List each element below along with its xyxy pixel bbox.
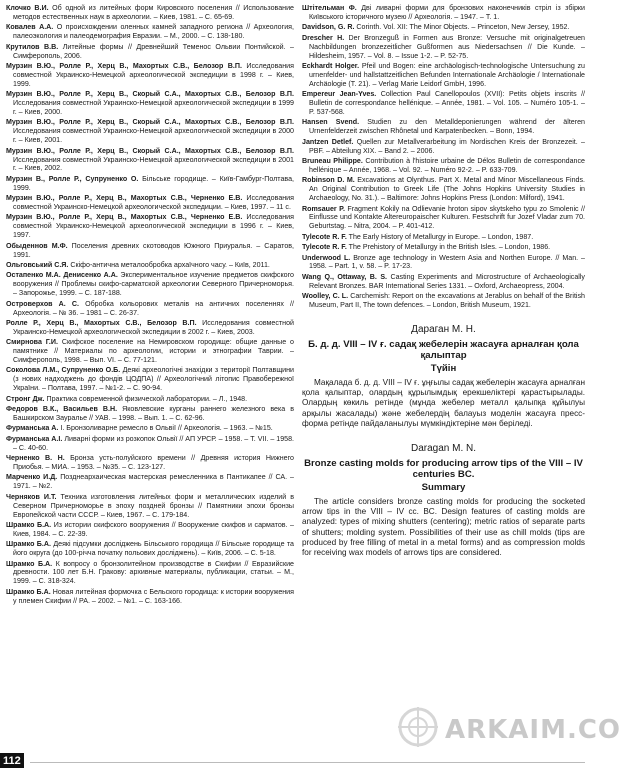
reference-item (6, 338, 294, 365)
reference-author: Ольговський С.Я. (6, 260, 69, 269)
reference-item (302, 4, 585, 22)
reference-text: Исследования совместной Украинско-Немецкой археологической экспедиции. – Киев, 1997. – 11 с. (13, 194, 294, 212)
reference-author: Шрамко Б.А. (6, 540, 51, 549)
reference-author: Мурзин В.Ю., Ролле Р., Херц В., Скорый С.А., Махортых С.В., Белозор В.П. (6, 90, 294, 99)
reference-text: Об одной из литейных форм Кировского поселения // Использование методов естественных наук в археологии. – Киев, 1981. – С. 65-69. (13, 4, 294, 21)
reference-author: Tylecote R. F. (302, 232, 347, 241)
reference-text: Экспериментальное изучение предметов скифского вооружения // Проблемы скифо-сарматской археологии Северного Причерноморья. – Запорожье, 1999. – С. 187-188. (13, 271, 294, 298)
reference-author: Romsauer P. (302, 204, 345, 213)
reference-item (6, 395, 294, 404)
reference-text: Техника изготовления литейных форм и металлических изделий в Северном Причерноморье в эпоху поздней бронзы // Памятники эпохи бронзы Европейской части СССР. – Киев, 1967. – С. 179-184. (13, 492, 294, 519)
reference-item (302, 23, 585, 32)
reference-text: Дві ливарні форми для бронзових наконечників стріл із збірки Київського історичного музею // Археологія. – 1947. – Т. 1. (309, 4, 585, 21)
reference-text: Bronze age technology in Western Asia and Northen Europe. // Man. – 1958. – Part. 1, v. 58. – P. 17-23. (309, 253, 585, 271)
reference-author: Drescher H. (302, 33, 345, 42)
reference-text: Новая литейная формочка с Бельского городища: к истории вооружения у племен Скифии // РА. – 2002. – №1. – С. 163-166. (13, 587, 294, 605)
reference-text: Из истории скифского вооружения // Вооружение скифов и сарматов. – Киев, 1984. – С. 22-39. (13, 520, 294, 538)
reference-item (6, 493, 294, 520)
reference-author: Черняков И.Т. (6, 492, 57, 501)
reference-item (6, 366, 294, 393)
reference-text: Collection Paul Canellopoulos (XVII): Petits objets inscrits // Bulletin de correspondance hellénique. – Année, 1981. – Vol. 105. – Numéro 105-1. – P. 537-568. (309, 90, 586, 116)
reference-item (302, 273, 585, 291)
reference-text: Исследования совместной Украинско-Немецкой археологической экспедиции в 2002 г. – Киев, 2003. (13, 318, 294, 336)
reference-item (6, 454, 294, 472)
reference-item (302, 34, 585, 61)
reference-author: Шрамко Б.А. (6, 559, 53, 568)
reference-text: Бронза усть-полуйского времени // Древняя история Нижнего Приобья. – МИА. – 1953. – №35. – С. 123-127. (13, 454, 294, 471)
kazakh-title: Б. д. д. VIII – IV ғ. садақ жебелерін жасауға арналған қола қалыптар (308, 339, 579, 361)
reference-item (6, 4, 294, 22)
reference-text: Исследования совместной Украинско-Немецкой археологической экспедиции в 2001 г. – Киев, 2002. (13, 155, 294, 173)
reference-text: Скифское поселение на Немировском городище: общие данные о памятнике // Материалы по археологии, истории и этнографии Таврии. – Симферополь, 1998. – Вып. VI. – С. 77-121. (13, 338, 294, 365)
reference-text: Исследования совместной Украинско-Немецкой археологической экспедиции в 2000 г. – Киев, 2001. (13, 127, 294, 145)
reference-author: Обыденнов М.Ф. (6, 241, 68, 250)
reference-text: Casting Experiments and Microstructure of Archaeologically Relevant Bronzes. BAR International Series 1331. – Oxford, Archaeopress, 2004. (309, 272, 585, 290)
reference-text: Исследования совместной Украинско-Немецкой археологической экспедиции в 1996 г. – Киев, 1997. (13, 213, 294, 240)
reference-author: Underwood L. (302, 253, 351, 262)
reference-author: Мурзин В.Ю., Ролле Р., Херц В., Скорый С.А., Махортых С.В., Белозор В.П. (6, 118, 294, 127)
reference-text: Исследования совместной Украинско-Немецкой археологической экспедиции в 1999 г. – Киев, 2000. (13, 99, 294, 116)
reference-author: Jantzen Detlef. (302, 137, 354, 146)
reference-author: Федоров В.К., Васильев В.Н. (6, 405, 118, 414)
reference-item (6, 588, 294, 606)
reference-item (302, 138, 585, 156)
reference-text: Corinth. Vol. XII: The Minor Objects. – Princeton, New Jersey, 1952. (354, 23, 570, 32)
kazakh-abstract: Мақалада б. д. д. VIII – IV ғ. ұңғылы садақ жебелерін жасауға арналған қола қалыптар, олардың құрылымдық ерекшеліктері қарастырылады. Олардың көкиль ретінде (мұнда жебелер металл қалыпқа құйылуы арқылы жасалады) және жебелердің балауыз моделін жасауға пресс-форма ретінде пайдаланылуы мүмкіндіктеріне мән беріледі. (302, 378, 585, 428)
reference-item (302, 62, 585, 89)
reference-author: Мурзин В.Ю., Ролле Р., Херц В., Махортых С.В., Черненко Е.В. (6, 213, 243, 222)
reference-author: Wang Q., Ottaway, B. S. (302, 272, 388, 281)
reference-author: Смирнова Г.И. (6, 338, 58, 347)
reference-item (6, 242, 294, 260)
reference-text: Більське городище. – Київ-Гамбург-Полтава, 1999. (13, 174, 294, 192)
reference-item (6, 300, 294, 318)
reference-item (302, 205, 585, 232)
reference-item (6, 147, 294, 174)
english-heading: Summary (421, 482, 466, 494)
reference-text: Ливарні форми из розкопок Ольвії // АП УРСР. – 1958. – Т. VII. – 1958. – С. 40-60. (13, 434, 295, 452)
reference-text: The Prehistory of Metallurgy in the British Isles. – London, 1986. (346, 243, 551, 252)
reference-item (302, 233, 585, 242)
reference-author: Соколова Л.М., Супруненко О.Б. (6, 366, 121, 375)
reference-author: Ковалев А.А. (6, 23, 54, 32)
kazakh-author: Дараган М. Н. (411, 324, 476, 335)
right-reference-list (302, 4, 585, 310)
reference-author: Штітельман Ф. (302, 4, 357, 12)
reference-author: Фурманська А.І. (6, 434, 63, 443)
reference-text: Практика современной физической лаборатории. – Л., 1948. (44, 394, 248, 403)
reference-text: Деякі підсумки досліджень Більського городища // Більське городище та його округа (до 100-річча початку польових досліджень). – Київ, 2006. – С. 5-18. (13, 540, 294, 558)
reference-text: Деякі археологічні знахідки з території Полтавщини (з нових надходжень до фондів ЦОДПА) // Археологічний літопис Правобережної України. – Полтава, 1997. – №1-2. – С. 90-94. (13, 366, 294, 393)
reference-text: Позднеархаическая мастерская ремесленника в Пантикапее // СА. – 1971. – №2. (13, 473, 294, 491)
reference-item (6, 424, 294, 433)
reference-author: Davidson, G. R. (302, 23, 355, 32)
reference-item (6, 540, 294, 558)
reference-text: Der Bronzeguß in Formen aus Bronze: Versuche mit originalgetreuen Nachbildungen bronzezeitlicher Gußformen aus Niedersachsen // Die Kunde. – Hildesheim, 1957. – Vol. 8. – Issue 1-2. – P. 52-75. (309, 33, 586, 60)
reference-author: Клочко В.И. (6, 4, 49, 12)
reference-text: Яковлевские курганы раннего железного века в Башкирском Зауралье // УАВ. – 1998. – Вып. 1. – С. 62-96. (13, 405, 294, 422)
reference-author: Мурзин В.Ю., Ролле Р., Херц В., Махортых С.В., Белозор В.П. (6, 61, 242, 70)
reference-author: Bruneau Philippe. (302, 157, 363, 165)
reference-author: Крутилов В.В. (6, 42, 59, 51)
footer-rule (30, 762, 585, 763)
reference-author: Фурманська А. (6, 424, 59, 433)
reference-item (6, 194, 294, 212)
reference-author: Empereur Jean-Yves. (302, 90, 377, 99)
reference-item (6, 435, 294, 453)
english-title: Bronze casting molds for producing arrow tips of the VIII – IV centuries BC. (304, 458, 583, 481)
reference-author: Ролле Р., Херц В., Махортых С.В., Белозор В.П. (6, 318, 197, 327)
reference-author: Tylecote R. F. (302, 243, 347, 252)
reference-text: Carchemish: Report on the excavations at Jerablus on behalf of the British Museum, Part II, The town defences. – London, British Museum, 1921. (309, 292, 585, 310)
reference-author: Шрамко Б.А. (6, 587, 51, 596)
english-summary (302, 443, 585, 558)
reference-text: Contribution à l'histoire urbaine de Délos Bulletin de correspondance hellénique – Année, 1968. – Vol. 92. – Numéro 92-2. – P. 633-709. (309, 157, 585, 174)
reference-item (302, 254, 585, 272)
reference-item (302, 118, 585, 136)
kazakh-heading: Түйін (430, 363, 457, 374)
reference-item (302, 243, 585, 252)
reference-author: Черненко В. Н. (6, 454, 65, 463)
reference-author: Остапенко М.А. Денисенко А.А. (6, 271, 118, 280)
reference-text: К вопросу о бронзолитейном производстве в Скифии // Евразийские древности. 100 лет Б.Н. Гракову: архивные материалы, публикации, статьи. – М., 1999. – С. 318-324. (13, 559, 294, 586)
reference-item (6, 473, 294, 491)
reference-item (302, 90, 585, 117)
reference-text: Поселения древних скотоводов Южного Приуралья. – Саратов, 1991. (13, 241, 295, 259)
reference-author: Стронг Дж. (6, 394, 45, 403)
reference-item (6, 319, 294, 337)
reference-text: Studien zu den Metalldeponierungen während der älteren Urnenfelderzeit zwischen Rhônetal und Karpatenbecken. – Bonn, 1994. (309, 118, 585, 136)
reference-item (302, 157, 585, 175)
reference-item (6, 213, 294, 240)
reference-item (6, 405, 294, 423)
reference-item (6, 23, 294, 41)
reference-item (6, 261, 294, 270)
reference-text: Quellen zur Metallverarbeitung im Nordischen Kreis der Bronzezeit. – PBF. – Abteilung XIX. – Band 2. – 2006. (309, 137, 585, 155)
reference-text: Скіфо-антична металообробка архаїчного часу. – Київ, 2011. (68, 260, 270, 269)
reference-author: Мурзин В.Ю., Ролле Р., Херц В., Скорый С.А., Махортых С.В., Белозор В.П. (6, 146, 294, 155)
reference-text: Исследования совместной Украинско-Немецкой археологической экспедиции в 1998 г. – Киев, 1999. (13, 61, 294, 88)
reference-item (6, 175, 294, 193)
reference-item (6, 90, 294, 117)
kazakh-summary (302, 324, 585, 429)
english-abstract: The article considers bronze casting molds for producing the socketed arrow tips in the VIII – IV cc. BC. Design features of casting molds are analyzed: types of mixing shutters (centering); metric ratios of separate parts of shutters; molding system. Possibilities of their use as chill molds (tips are produced by free filling of metal in a metal forms) and as compression molds for receiving wax models of arrows tips are considered. (302, 497, 585, 558)
reference-text: Обробка кольорових металів на античних поселеннях // Археологія. – № 36. – 1981 – С. 26-37. (13, 299, 294, 317)
english-author: Daragan M. N. (410, 443, 477, 455)
reference-text: Литейные формы // Древнейший Теменос Ольвии Понтийской. – Симферополь, 2006. (13, 42, 294, 60)
reference-text: The Early History of Metallurgy in Europe. – London, 1987. (346, 232, 534, 241)
reference-item (6, 521, 294, 539)
reference-author: Шрамко Б.А. (6, 520, 52, 529)
reference-author: Robinson D. M. (302, 176, 355, 185)
page-number: 112 (0, 753, 24, 768)
reference-text: Excavations at Olynthus. Part X. Metal and Minor Miscellaneous Finds. An Original Contribution to Greek Life (The Johns Hopkins University Studies in Archaeology, No. 31.). – Baltimore: Johns Hopkins Press (London: Milford), 1941. (309, 176, 585, 203)
right-column (302, 4, 585, 558)
reference-author: Марченко И.Д. (6, 473, 58, 482)
reference-author: Eckhardt Holger. (302, 61, 360, 70)
reference-text: Pfeil und Bogen: eine archäologisch-technologische Untersuchung zu urnenfelder- und hallstattzeitlichen Befunden Internationale Archäologie / Internationale Archäologie (T. 21). – Verlag Marie Leidorf GmbH, 1996. (309, 61, 585, 88)
reference-author: Мурзин В.Ю., Ролле Р., Херц В., Махортых С.В., Черненко Е.В. (6, 194, 243, 203)
reference-author: Островерхов А. С. (6, 299, 79, 308)
reference-item (6, 118, 294, 145)
reference-item (6, 560, 294, 587)
reference-author: Мурзин В., Ролле Р., Супруненко О. (6, 174, 139, 183)
reference-item (302, 292, 585, 310)
reference-item (6, 62, 294, 89)
reference-item (302, 176, 585, 203)
reference-item (6, 271, 294, 298)
reference-author: Hansen Svend. (302, 118, 360, 127)
reference-author: Woolley, C. L. (302, 292, 349, 301)
reference-text: Fragment Kokily na Odlievanie hroton sipov skytskeho typu zo Smolenic // Einflusse und Kontakte Altereuropaischer Kulturen. Festschrift fur Jozef Vladar zum 70. Geburtstag. – Nitra, 2004. – P. 401-412. (309, 204, 585, 231)
reference-text: О происхождении оленных камней западного региона // Археология, палеоэкология и палеодемография Евразии. – М., 2000. – С. 138-180. (13, 23, 294, 41)
reference-item (6, 43, 294, 61)
watermark-text: ARKAIM.CO (445, 715, 621, 745)
left-reference-column (6, 4, 294, 607)
reference-text: І. Бронзоливарне ремесло в Ольвії // Археологія. – 1963. – №15. (58, 424, 273, 433)
